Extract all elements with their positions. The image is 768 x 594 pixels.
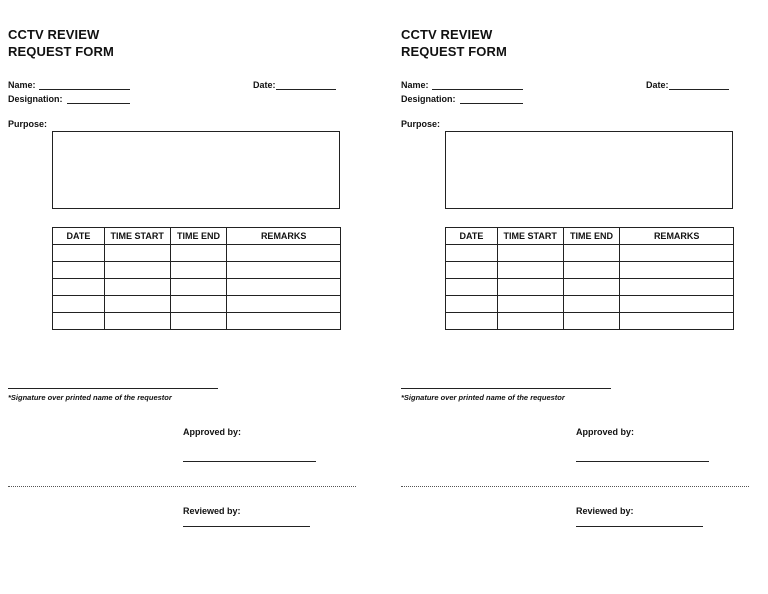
table-cell[interactable] <box>620 296 734 313</box>
table-cell[interactable] <box>53 279 105 296</box>
table-cell[interactable] <box>170 245 227 262</box>
table-cell[interactable] <box>53 296 105 313</box>
purpose-field[interactable] <box>445 131 733 209</box>
purpose-label: Purpose: <box>401 119 441 129</box>
col-header-time-end: TIME END <box>563 228 620 245</box>
col-header-date: DATE <box>446 228 498 245</box>
reviewed-by-signature-line[interactable] <box>576 526 703 527</box>
table-cell[interactable] <box>563 262 620 279</box>
table-cell[interactable] <box>104 296 170 313</box>
table-cell[interactable] <box>227 313 341 330</box>
request-form-right <box>401 0 761 594</box>
table-row <box>446 296 734 313</box>
designation-field[interactable] <box>67 103 130 104</box>
col-header-time-start: TIME START <box>104 228 170 245</box>
table-cell[interactable] <box>170 296 227 313</box>
col-header-remarks: REMARKS <box>227 228 341 245</box>
table-cell[interactable] <box>620 279 734 296</box>
table-cell[interactable] <box>227 279 341 296</box>
table-cell[interactable] <box>104 313 170 330</box>
table-cell[interactable] <box>497 279 563 296</box>
table-cell[interactable] <box>170 279 227 296</box>
table-cell[interactable] <box>497 245 563 262</box>
date-label: Date: <box>646 80 669 90</box>
table-cell[interactable] <box>170 262 227 279</box>
table-row <box>53 296 341 313</box>
requestor-signature-line[interactable] <box>8 388 218 389</box>
table-cell[interactable] <box>446 245 498 262</box>
name-field[interactable] <box>432 89 523 90</box>
table-cell[interactable] <box>227 262 341 279</box>
requestor-signature-line[interactable] <box>401 388 611 389</box>
review-schedule-table <box>52 227 341 330</box>
request-form-left <box>8 0 368 594</box>
purpose-field[interactable] <box>52 131 340 209</box>
approved-by-signature-line[interactable] <box>183 461 316 462</box>
designation-field[interactable] <box>460 103 523 104</box>
table-row <box>446 279 734 296</box>
designation-label: Designation: <box>8 94 63 104</box>
col-header-date: DATE <box>53 228 105 245</box>
purpose-label: Purpose: <box>8 119 48 129</box>
table-cell[interactable] <box>620 245 734 262</box>
signature-note: *Signature over printed name of the requestor <box>401 393 565 402</box>
table-row <box>446 262 734 279</box>
table-cell[interactable] <box>104 262 170 279</box>
table-cell[interactable] <box>446 313 498 330</box>
date-field[interactable] <box>276 89 336 90</box>
table-row <box>53 245 341 262</box>
col-header-time-start: TIME START <box>497 228 563 245</box>
col-header-time-end: TIME END <box>170 228 227 245</box>
table-cell[interactable] <box>53 313 105 330</box>
cut-line <box>401 486 749 487</box>
form-title <box>401 26 507 60</box>
table-row <box>446 313 734 330</box>
table-cell[interactable] <box>227 245 341 262</box>
approved-by-label: Approved by: <box>183 427 242 437</box>
name-label: Name: <box>8 80 36 90</box>
date-label: Date: <box>253 80 276 90</box>
review-schedule-table <box>445 227 734 330</box>
form-title-line1: CCTV REVIEW <box>401 27 493 42</box>
table-cell[interactable] <box>563 279 620 296</box>
table-cell[interactable] <box>53 262 105 279</box>
form-title <box>8 26 114 60</box>
table-row <box>53 262 341 279</box>
table-cell[interactable] <box>497 296 563 313</box>
date-field[interactable] <box>669 89 729 90</box>
table-cell[interactable] <box>104 279 170 296</box>
form-title-line2: REQUEST FORM <box>8 44 114 59</box>
table-cell[interactable] <box>446 262 498 279</box>
approved-by-label: Approved by: <box>576 427 635 437</box>
table-cell[interactable] <box>620 313 734 330</box>
form-title-line2: REQUEST FORM <box>401 44 507 59</box>
table-cell[interactable] <box>563 245 620 262</box>
reviewed-by-signature-line[interactable] <box>183 526 310 527</box>
table-cell[interactable] <box>104 245 170 262</box>
form-title-line1: CCTV REVIEW <box>8 27 100 42</box>
table-row <box>446 245 734 262</box>
table-cell[interactable] <box>620 262 734 279</box>
table-row <box>53 313 341 330</box>
name-field[interactable] <box>39 89 130 90</box>
table-row <box>53 279 341 296</box>
table-cell[interactable] <box>497 313 563 330</box>
designation-label: Designation: <box>401 94 456 104</box>
table-cell[interactable] <box>497 262 563 279</box>
approved-by-signature-line[interactable] <box>576 461 709 462</box>
table-cell[interactable] <box>53 245 105 262</box>
table-cell[interactable] <box>170 313 227 330</box>
reviewed-by-label: Reviewed by: <box>183 506 241 516</box>
table-cell[interactable] <box>446 279 498 296</box>
table-cell[interactable] <box>446 296 498 313</box>
col-header-remarks: REMARKS <box>620 228 734 245</box>
signature-note: *Signature over printed name of the requestor <box>8 393 172 402</box>
reviewed-by-label: Reviewed by: <box>576 506 634 516</box>
name-label: Name: <box>401 80 429 90</box>
table-cell[interactable] <box>227 296 341 313</box>
table-cell[interactable] <box>563 313 620 330</box>
table-cell[interactable] <box>563 296 620 313</box>
cut-line <box>8 486 356 487</box>
